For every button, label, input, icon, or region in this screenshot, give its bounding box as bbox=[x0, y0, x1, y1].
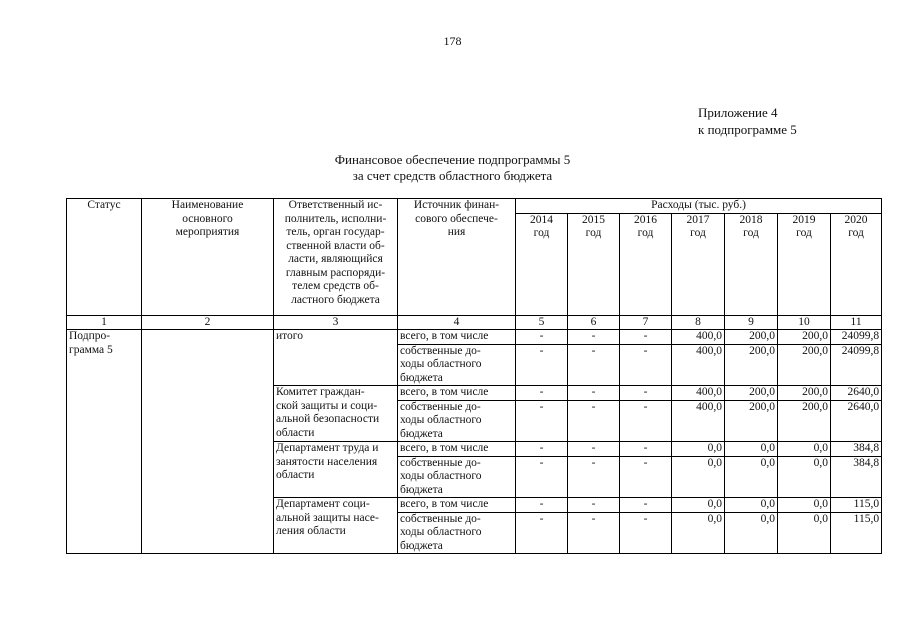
title-line-1: Финансовое обеспечение подпрограммы 5 bbox=[334, 152, 571, 167]
header-year bbox=[778, 213, 831, 315]
expense-value: 400,0 bbox=[672, 386, 725, 401]
source-cell: всего, в том числе bbox=[398, 330, 516, 345]
year-unit: год bbox=[637, 227, 654, 239]
year-unit: год bbox=[690, 227, 706, 239]
expense-value: - bbox=[568, 498, 620, 513]
column-number: 11 bbox=[831, 315, 882, 330]
expense-value: 200,0 bbox=[778, 386, 831, 401]
header-responsible: Ответственный ис- полнитель, исполни- тель, орган государ- ственной власти об- ласти, являющийся главным распоряди- телем средств об- ластного бюджета bbox=[274, 199, 398, 316]
source-cell: собственные до- ходы областного бюджета bbox=[398, 456, 516, 498]
year-unit: год bbox=[848, 227, 864, 239]
expense-value: 200,0 bbox=[725, 386, 778, 401]
appendix-line-2: к подпрограмме 5 bbox=[698, 122, 797, 137]
expense-value: 400,0 bbox=[672, 400, 725, 442]
expense-value: - bbox=[620, 330, 672, 345]
expense-value: 24099,8 bbox=[831, 330, 882, 345]
expense-value: - bbox=[568, 344, 620, 386]
expense-value: 115,0 bbox=[831, 498, 882, 513]
expense-value: 0,0 bbox=[725, 456, 778, 498]
expense-value: 0,0 bbox=[672, 498, 725, 513]
year-label: 2019 bbox=[792, 213, 816, 226]
expense-value: - bbox=[620, 344, 672, 386]
header-year bbox=[568, 213, 620, 315]
expense-value: 384,8 bbox=[831, 456, 882, 498]
expense-value: 0,0 bbox=[725, 498, 778, 513]
expense-value: - bbox=[620, 456, 672, 498]
header-year bbox=[516, 213, 568, 315]
expense-value: 200,0 bbox=[778, 330, 831, 345]
year-label: 2020 bbox=[844, 213, 868, 226]
expense-value: - bbox=[568, 400, 620, 442]
expense-value: - bbox=[516, 498, 568, 513]
expense-value: - bbox=[620, 442, 672, 457]
table-body bbox=[67, 330, 882, 554]
expense-value: 400,0 bbox=[672, 344, 725, 386]
column-number: 1 bbox=[67, 315, 142, 330]
responsible-cell: Департамент труда и занятости населения области bbox=[274, 442, 398, 498]
expense-value: - bbox=[516, 330, 568, 345]
table-row bbox=[67, 330, 882, 345]
expense-value: - bbox=[568, 456, 620, 498]
expense-value: 200,0 bbox=[725, 344, 778, 386]
year-label: 2014 bbox=[530, 213, 553, 226]
column-number: 5 bbox=[516, 315, 568, 330]
expense-value: 0,0 bbox=[778, 512, 831, 554]
expense-value: 0,0 bbox=[672, 456, 725, 498]
header-year bbox=[725, 213, 778, 315]
year-label: 2015 bbox=[582, 213, 605, 226]
header-name: Наименование основного мероприятия bbox=[142, 199, 274, 316]
expense-value: 0,0 bbox=[672, 442, 725, 457]
expense-value: 200,0 bbox=[725, 400, 778, 442]
column-number: 10 bbox=[778, 315, 831, 330]
expense-value: 384,8 bbox=[831, 442, 882, 457]
source-cell: всего, в том числе bbox=[398, 442, 516, 457]
expense-value: - bbox=[568, 330, 620, 345]
responsible-cell: Комитет граждан- ской защиты и соци- альной безопасности области bbox=[274, 386, 398, 442]
page-number: 178 bbox=[443, 34, 462, 48]
year-label: 2017 bbox=[686, 213, 710, 226]
expense-value: 0,0 bbox=[725, 512, 778, 554]
table-header bbox=[67, 199, 882, 330]
expense-value: - bbox=[568, 512, 620, 554]
year-label: 2018 bbox=[739, 213, 763, 226]
status-cell: Подпро- грамма 5 bbox=[67, 330, 142, 554]
expense-value: 24099,8 bbox=[831, 344, 882, 386]
column-number: 8 bbox=[672, 315, 725, 330]
header-source: Источник финан- сового обеспече- ния bbox=[398, 199, 516, 316]
expense-value: 200,0 bbox=[725, 330, 778, 345]
column-number: 7 bbox=[620, 315, 672, 330]
appendix-note bbox=[698, 104, 797, 138]
expense-value: - bbox=[516, 386, 568, 401]
expense-value: 0,0 bbox=[778, 498, 831, 513]
expense-value: - bbox=[620, 498, 672, 513]
expense-value: 115,0 bbox=[831, 512, 882, 554]
expense-value: - bbox=[568, 386, 620, 401]
expense-value: 200,0 bbox=[778, 344, 831, 386]
year-unit: год bbox=[743, 227, 759, 239]
year-unit: год bbox=[585, 227, 602, 239]
expense-value: 0,0 bbox=[725, 442, 778, 457]
expense-value: 200,0 bbox=[778, 400, 831, 442]
header-year bbox=[831, 213, 882, 315]
expense-value: 0,0 bbox=[778, 442, 831, 457]
year-unit: год bbox=[796, 227, 812, 239]
activity-name-cell bbox=[142, 330, 274, 554]
expense-value: 0,0 bbox=[778, 456, 831, 498]
expense-value: - bbox=[620, 386, 672, 401]
expense-value: 0,0 bbox=[672, 512, 725, 554]
column-number: 4 bbox=[398, 315, 516, 330]
document-title bbox=[0, 152, 905, 184]
expense-value: 2640,0 bbox=[831, 400, 882, 442]
responsible-cell: Департамент соци- альной защиты насе- ления области bbox=[274, 498, 398, 554]
appendix-line-1: Приложение 4 bbox=[698, 105, 778, 120]
source-cell: всего, в том числе bbox=[398, 498, 516, 513]
column-number: 3 bbox=[274, 315, 398, 330]
expense-value: - bbox=[516, 442, 568, 457]
expense-value: - bbox=[568, 442, 620, 457]
expense-value: - bbox=[516, 400, 568, 442]
expense-value: 400,0 bbox=[672, 330, 725, 345]
column-number: 6 bbox=[568, 315, 620, 330]
source-cell: собственные до- ходы областного бюджета bbox=[398, 400, 516, 442]
responsible-cell: итого bbox=[274, 330, 398, 386]
header-year bbox=[620, 213, 672, 315]
expense-value: - bbox=[516, 512, 568, 554]
year-label: 2016 bbox=[634, 213, 657, 226]
expense-value: 2640,0 bbox=[831, 386, 882, 401]
source-cell: собственные до- ходы областного бюджета bbox=[398, 512, 516, 554]
budget-table bbox=[66, 198, 882, 554]
column-number: 9 bbox=[725, 315, 778, 330]
expense-value: - bbox=[516, 456, 568, 498]
title-line-2: за счет средств областного бюджета bbox=[352, 168, 553, 183]
year-unit: год bbox=[533, 227, 550, 239]
header-expenses: Расходы (тыс. руб.) bbox=[516, 199, 882, 214]
expense-value: - bbox=[620, 512, 672, 554]
expense-value: - bbox=[516, 344, 568, 386]
source-cell: всего, в том числе bbox=[398, 386, 516, 401]
expense-value: - bbox=[620, 400, 672, 442]
header-status: Статус bbox=[67, 199, 142, 316]
header-year bbox=[672, 213, 725, 315]
source-cell: собственные до- ходы областного бюджета bbox=[398, 344, 516, 386]
column-number: 2 bbox=[142, 315, 274, 330]
